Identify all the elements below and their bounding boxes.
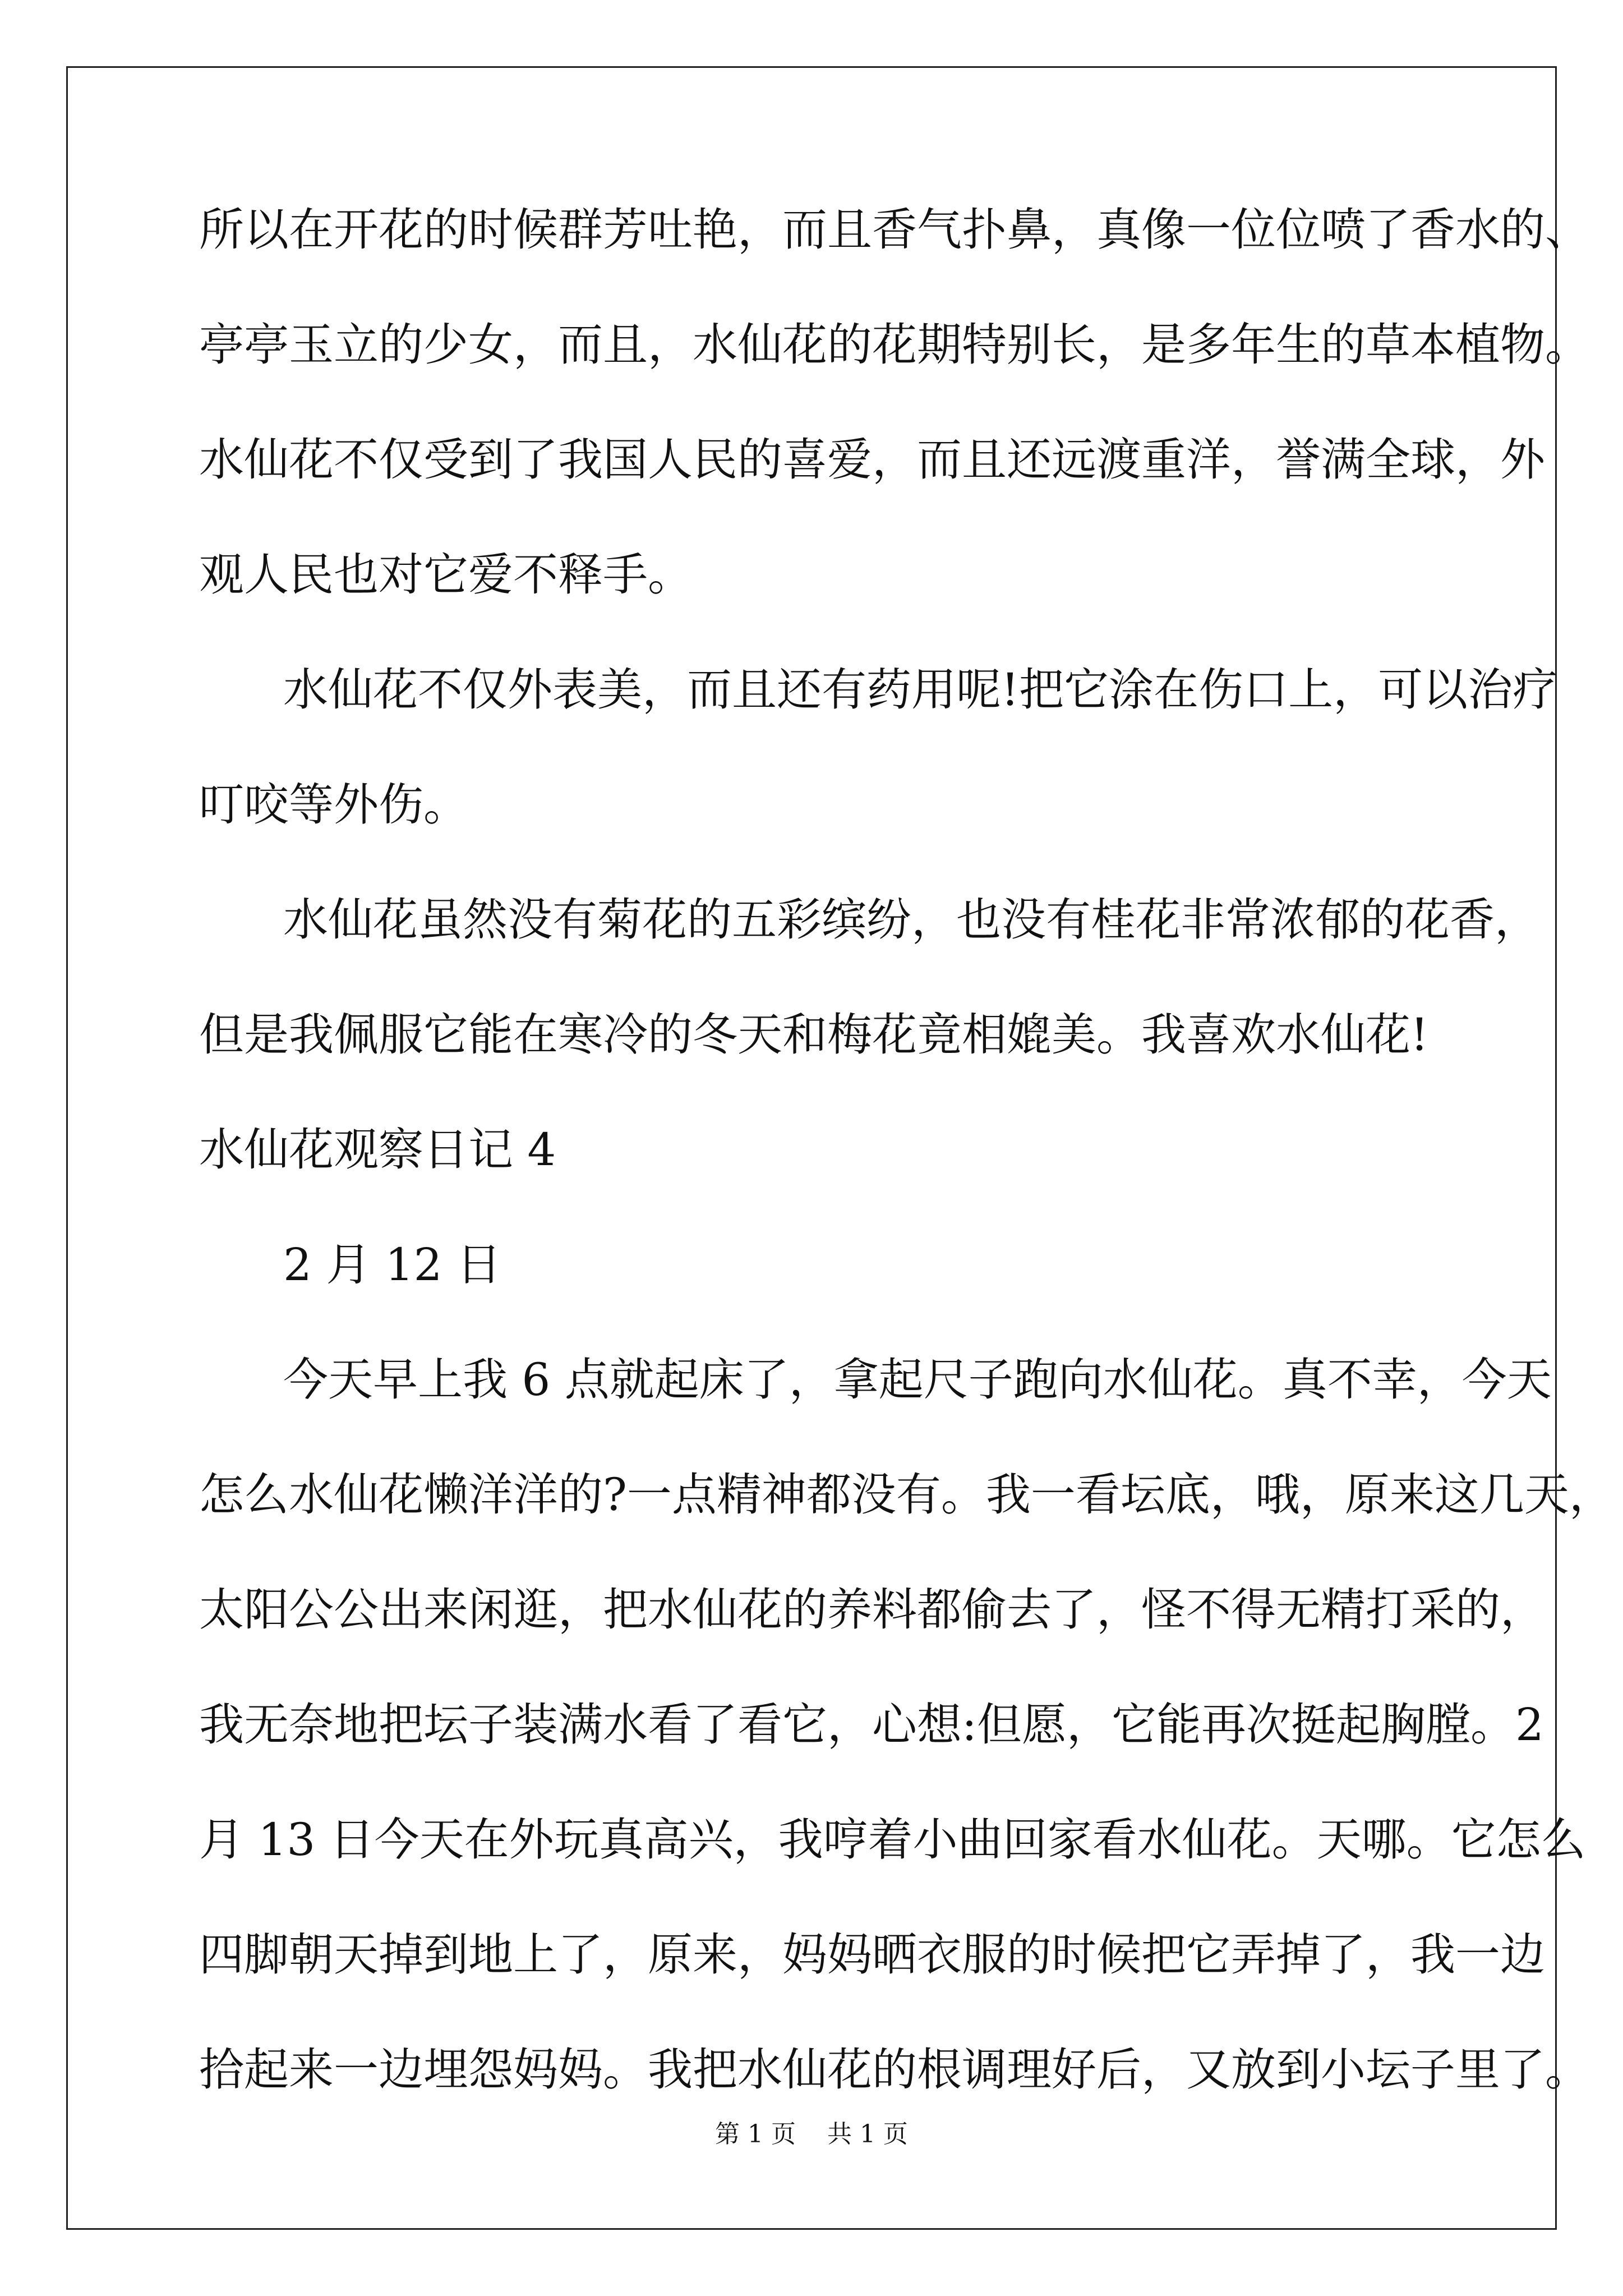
text-line: 月 13 日今天在外玩真高兴，我哼着小曲回家看水仙花。天哪。它怎么 bbox=[199, 1814, 1586, 1866]
text-line: 四脚朝天掉到地上了，原来，妈妈晒衣服的时候把它弄掉了，我一边 bbox=[199, 1929, 1545, 1981]
text-line: 亭亭玉立的少女，而且，水仙花的花期特别长，是多年生的草本植物。 bbox=[199, 319, 1590, 371]
text-line: 今天早上我 6 点就起床了，拿起尺子跑向水仙花。真不幸，今天 bbox=[283, 1354, 1552, 1406]
text-line: 但是我佩服它能在寒冷的冬天和梅花竟相媲美。我喜欢水仙花! bbox=[199, 1009, 1429, 1061]
text-line: 水仙花观察日记 4 bbox=[199, 1124, 556, 1176]
text-line: 观人民也对它爱不释手。 bbox=[199, 549, 693, 601]
text-line: 叮咬等外伤。 bbox=[199, 779, 468, 831]
text-line: 所以在开花的时候群芳吐艳，而且香气扑鼻，真像一位位喷了香水的、 bbox=[199, 204, 1590, 256]
text-line: 拾起来一边埋怨妈妈。我把水仙花的根调理好后，又放到小坛子里了。 bbox=[199, 2044, 1590, 2096]
text-line: 太阳公公出来闲逛，把水仙花的养料都偷去了，怪不得无精打采的， bbox=[199, 1584, 1545, 1636]
document-body bbox=[199, 202, 1614, 2157]
text-line: 水仙花不仅受到了我国人民的喜爱，而且还远渡重洋，誉满全球，外 bbox=[199, 434, 1545, 486]
text-line: 我无奈地把坛子装满水看了看它，心想:但愿，它能再次挺起胸膛。2 bbox=[199, 1699, 1544, 1751]
text-line: 怎么水仙花懒洋洋的?一点精神都没有。我一看坛底，哦，原来这几天， bbox=[199, 1469, 1614, 1521]
text-line: 水仙花不仅外表美，而且还有药用呢!把它涂在伤口上，可以治疗 bbox=[283, 664, 1558, 716]
text-line: 2 月 12 日 bbox=[283, 1239, 501, 1291]
page-footer: 第 1 页 共 1 页 bbox=[715, 2120, 908, 2148]
text-line: 水仙花虽然没有菊花的五彩缤纷，也没有桂花非常浓郁的花香， bbox=[283, 894, 1539, 946]
